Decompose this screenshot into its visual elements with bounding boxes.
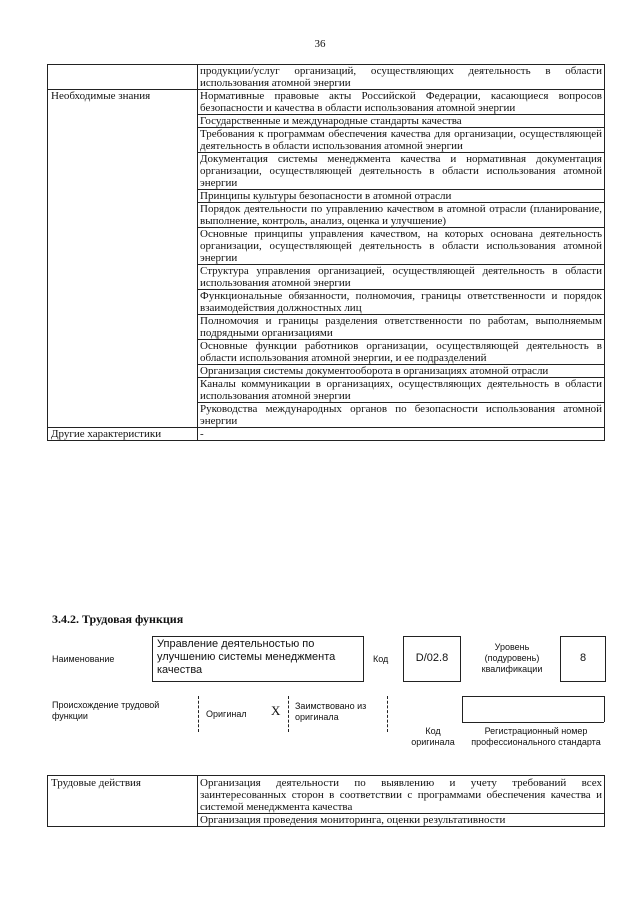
name-label: Наименование [52, 654, 115, 664]
knowledge-item: Полномочия и границы разделения ответственности по работам, выполняемым подрядными организациями [198, 315, 605, 340]
other-characteristics-value: - [198, 428, 605, 441]
origin-line [462, 722, 604, 723]
other-characteristics-label: Другие характеристики [48, 428, 198, 441]
code-value: D/02.8 [415, 652, 449, 664]
origin-line [462, 696, 604, 697]
continuation-text: продукции/услуг организаций, осуществляющих деятельность в области использования атомной энергии [198, 65, 605, 90]
knowledge-item: Документация системы менеджмента качества и нормативная документация организации, осуществляющей деятельность в области использования атомной энергии [198, 153, 605, 190]
table-row [48, 65, 605, 90]
actions-table [47, 775, 605, 827]
knowledge-item: Каналы коммуникации в организациях, осуществляющих деятельность в области использования атомной энергии [198, 378, 605, 403]
knowledge-item: Руководства международных органов по безопасности использования атомной энергии [198, 403, 605, 428]
knowledge-item: Порядок деятельности по управлению качеством в атомной отрасли (планирование, выполнение, контроль, анализ, оценка и улучшение) [198, 203, 605, 228]
section-title: 3.4.2. Трудовая функция [52, 612, 184, 626]
name-value-box [152, 636, 364, 682]
table-row [48, 90, 605, 115]
origin-divider [288, 696, 289, 732]
table-cell-empty [48, 65, 198, 90]
action-item: Организация проведения мониторинга, оценки результативности [198, 814, 605, 827]
page-number: 36 [314, 38, 326, 50]
table-row [48, 428, 605, 441]
knowledge-item: Функциональные обязанности, полномочия, границы ответственности и порядок взаимодействия должностных лиц [198, 290, 605, 315]
knowledge-item: Требования к программам обеспечения качества для организации, осуществляющей деятельность в области использования атомной энергии [198, 128, 605, 153]
original-label: Оригинал [206, 709, 247, 719]
reg-number-caption: Регистрационный номер профессионального стандарта [471, 726, 601, 747]
actions-label: Трудовые действия [48, 776, 198, 827]
original-code-caption: Код оригинала [411, 726, 455, 747]
original-mark: X [271, 703, 281, 718]
level-label: Уровень (подуровень) квалификации [481, 642, 543, 674]
borrowed-label: Заимствовано из оригинала [295, 701, 367, 722]
table-row [48, 776, 605, 814]
origin-divider [462, 696, 463, 722]
action-item: Организация деятельности по выявлению и учету требований всех заинтересованных сторон в соответствии с программами обеспечения качества и системой менеджмента качества [198, 776, 605, 814]
origin-divider [387, 696, 388, 732]
knowledge-item: Организация системы документооборота в организациях атомной отрасли [198, 365, 605, 378]
knowledge-section-label: Необходимые знания [48, 90, 198, 428]
knowledge-table [47, 64, 605, 441]
name-value: Управление деятельностью по улучшению системы менеджмента качества [157, 638, 336, 676]
origin-divider [198, 696, 199, 732]
level-value-box [560, 636, 606, 682]
code-label: Код [373, 654, 389, 664]
knowledge-item: Основные принципы управления качеством, на которых основана деятельность организации, осуществляющей деятельность в области использования атомной энергии [198, 228, 605, 265]
origin-label: Происхождение трудовой функции [52, 700, 160, 721]
knowledge-item: Принципы культуры безопасности в атомной отрасли [198, 190, 605, 203]
knowledge-item: Основные функции работников организации, осуществляющей деятельность в области использования атомной энергии, и ее подразделений [198, 340, 605, 365]
level-value: 8 [579, 652, 587, 664]
knowledge-item: Структура управления организацией, осуществляющей деятельность в области использования атомной энергии [198, 265, 605, 290]
knowledge-item: Нормативные правовые акты Российской Федерации, касающиеся вопросов безопасности и качества в области использования атомной энергии [198, 90, 605, 115]
origin-divider [604, 696, 605, 722]
code-value-box [403, 636, 461, 682]
knowledge-item: Государственные и международные стандарты качества [198, 115, 605, 128]
